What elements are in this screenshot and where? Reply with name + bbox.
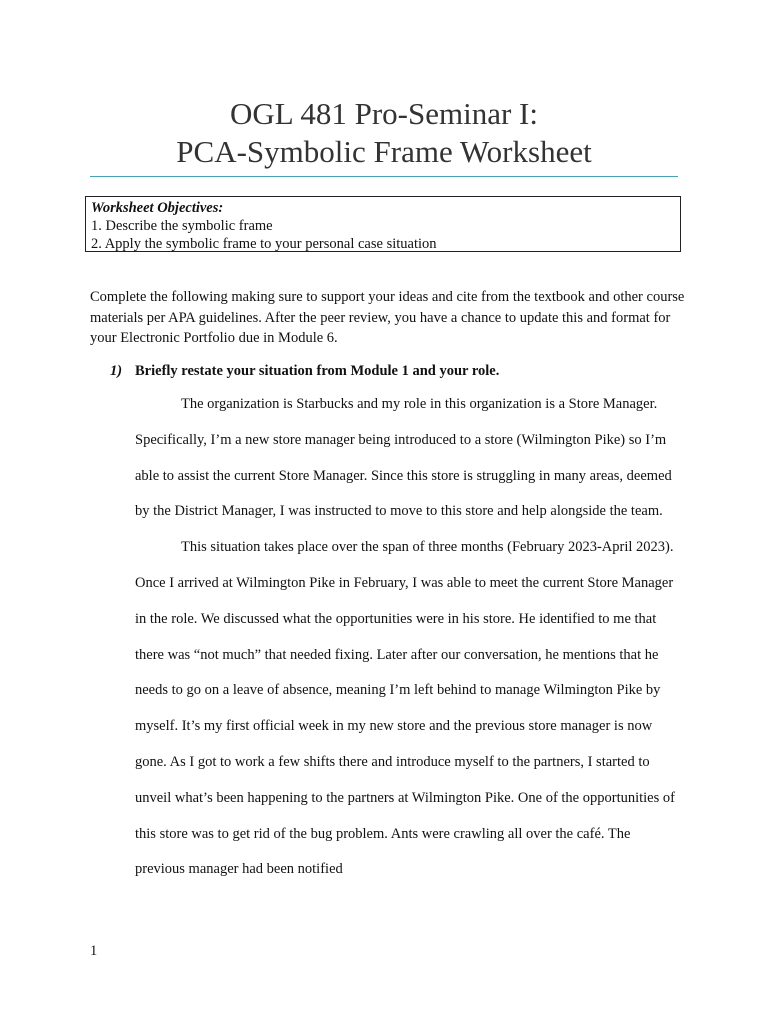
answer-paragraph: This situation takes place over the span of three months (February 2023-April 2023). Once I arrived at Wilmington Pike in February, I was able to meet the current Store Manager in the role. We discussed what the opportunities were in his store. He identified to me that there was “not much” that needed fixing. Later after our conversation, he mentions that he needs to go on a leave of absence, meaning I’m left behind to manage Wilmington Pike by myself. It’s my first official week in my new store and the previous store manager is now gone. As I got to work a few shifts there and introduce myself to the partners, I started to unveil what’s been happening to the partners at Wilmington Pike. One of the opportunities of this store was to get rid of the bug problem. Ants were crawling all over the café. The previous manager had been notified [135, 539, 675, 878]
answer-paragraph: The organization is Starbucks and my role in this organization is a Store Manager. Specifically, I’m a new store manager being introduced to a store (Wilmington Pike) so I’m able to assist the current Store Manager. Since this store is struggling in many areas, deemed by the District Manager, I was instructed to move to this store and help alongside the team. [135, 396, 672, 520]
document-title-line-2: PCA-Symbolic Frame Worksheet [176, 134, 592, 169]
objective-item: 1. Describe the symbolic frame [91, 218, 273, 234]
question-heading [110, 362, 499, 380]
question-number: 1) [110, 363, 123, 379]
question-text: Briefly restate your situation from Module 1 and your role. [135, 363, 500, 379]
objectives-heading: Worksheet Objectives: [91, 200, 224, 216]
instructions-paragraph: Complete the following making sure to support your ideas and cite from the textbook and other course materials per APA guidelines. After the peer review, you have a chance to update this and format for your Electronic Portfolio due in Module 6. [90, 289, 685, 346]
title-divider [90, 176, 678, 177]
objectives-box [85, 196, 681, 252]
page-number: 1 [90, 943, 98, 959]
objective-item: 2. Apply the symbolic frame to your personal case situation [91, 236, 437, 252]
document-title-line-1: OGL 481 Pro-Seminar I: [230, 96, 538, 131]
answer-body [135, 387, 680, 888]
